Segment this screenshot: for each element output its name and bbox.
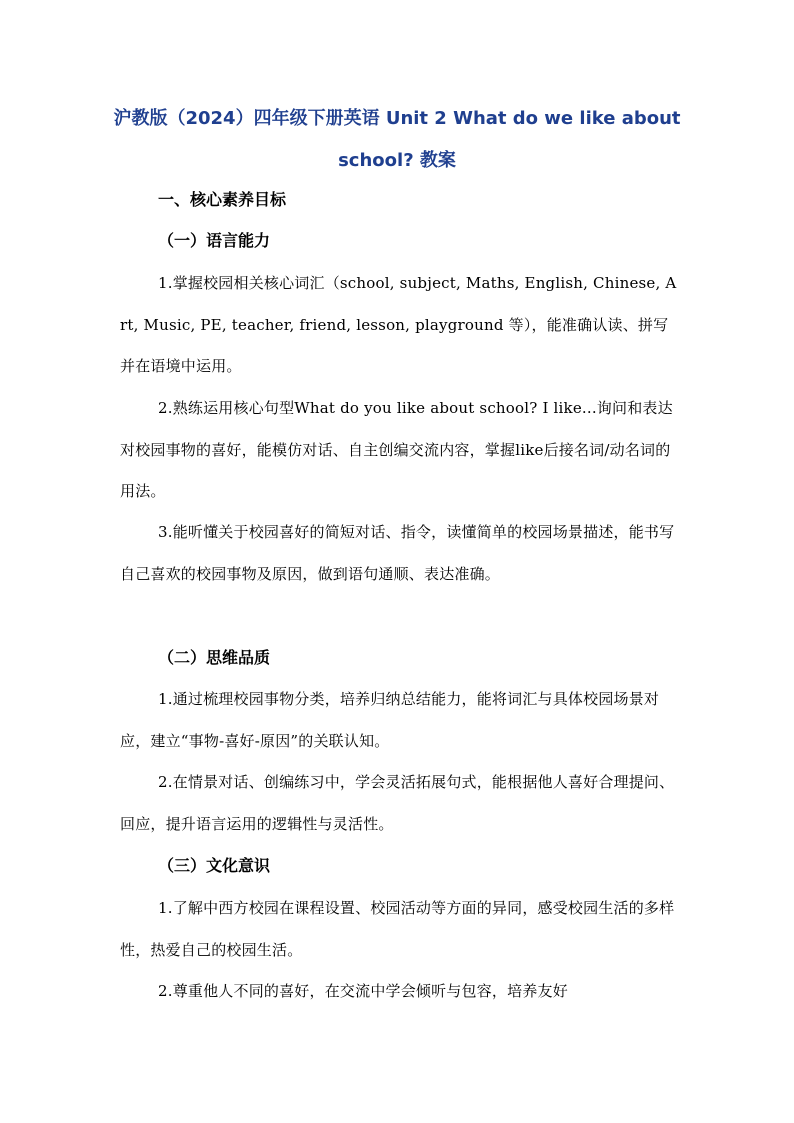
paragraph-thinking-2: 2.在情景对话、创编练习中，学会灵活拓展句式，能根据他人喜好合理提问、回应，提升语言运用的逻辑性与灵活性。 — [120, 773, 675, 833]
paragraph-language-2: 2.熟练运用核心句型What do you like about school? I like...询问和表达对校园事物的喜好，能模仿对话、自主创编交流内容，掌握like后接名词/动名词的用法。 — [120, 399, 673, 500]
document-title-line-1: 沪教版（2024）四年级下册英语 Unit 2 What do we like about — [113, 108, 681, 129]
paragraph-thinking-1: 1.通过梳理校园事物分类，培养归纳总结能力，能将词汇与具体校园场景对应，建立“事物-喜好-原因”的关联认知。 — [120, 690, 660, 750]
subsection-heading-cultural-awareness: （三）文化意识 — [158, 856, 271, 875]
paragraph-language-3: 3.能听懂关于校园喜好的简短对话、指令，读懂简单的校园场景描述，能书写自己喜欢的校园事物及原因，做到语句通顺、表达准确。 — [120, 523, 675, 583]
paragraph-language-1: 1.掌握校园相关核心词汇（school, subject, Maths, English, Chinese, Art, Music, PE, teacher, friend, lesson, playground 等），能准确认读、拼写并在语境中运用。 — [120, 274, 677, 375]
subsection-heading-thinking-quality: （二）思维品质 — [158, 648, 271, 667]
section-heading-core-goals: 一、核心素养目标 — [158, 190, 287, 209]
document-title-line-2: school? 教案 — [338, 150, 456, 171]
subsection-heading-language-ability: （一）语言能力 — [158, 231, 271, 250]
paragraph-culture-1: 1.了解中西方校园在课程设置、校园活动等方面的异同，感受校园生活的多样性，热爱自己的校园生活。 — [120, 899, 675, 959]
paragraph-culture-2: 2.尊重他人不同的喜好，在交流中学会倾听与包容，培养友好 — [158, 982, 568, 1000]
